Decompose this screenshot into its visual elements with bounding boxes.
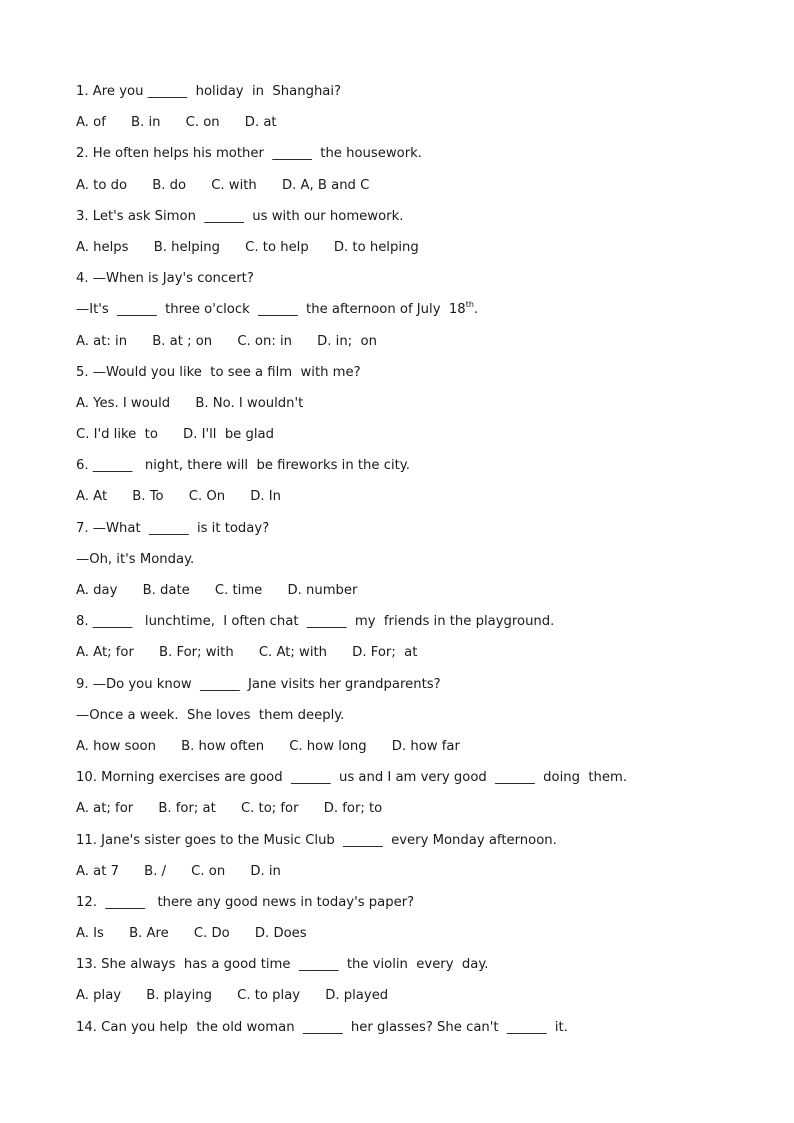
- options-9: A. how soon B. how often C. how long D. how far: [76, 738, 460, 754]
- question-4: 4. —When is Jay's concert?: [76, 271, 254, 287]
- question-7-answer: —Oh, it's Monday.: [76, 551, 195, 567]
- question-list: [76, 81, 776, 1048]
- question-13: 13. She always has a good time ______ the violin every day.: [76, 957, 489, 973]
- question-7: 7. —What ______ is it today?: [76, 520, 270, 536]
- question-8: 8. ______ lunchtime, I often chat ______ my friends in the playground.: [76, 614, 555, 630]
- superscript-th: th: [465, 299, 474, 309]
- question-6: 6. ______ night, there will be fireworks in the city.: [76, 458, 410, 474]
- question-1: 1. Are you ______ holiday in Shanghai?: [76, 84, 342, 99]
- options-4: A. at: in B. at ; on C. on: in D. in; on: [76, 333, 377, 349]
- options-8: A. At; for B. For; with C. At; with D. For; at: [76, 645, 418, 661]
- options-10: A. at; for B. for; at C. to; for D. for; to: [76, 801, 383, 817]
- options-2: A. to do B. do C. with D. A, B and C: [76, 177, 370, 193]
- options-7: A. day B. date C. time D. number: [76, 583, 358, 598]
- options-1: A. of B. in C. on D. at: [76, 115, 277, 131]
- options-12: A. Is B. Are C. Do D. Does: [76, 926, 307, 942]
- options-11: A. at 7 B. / C. on D. in: [76, 863, 281, 879]
- question-11: 11. Jane's sister goes to the Music Club ______ every Monday afternoon.: [76, 832, 557, 848]
- question-5: 5. —Would you like to see a film with me?: [76, 364, 361, 380]
- options-6: A. At B. To C. On D. In: [76, 489, 282, 505]
- question-2: 2. He often helps his mother ______ the housework.: [76, 146, 422, 162]
- question-9-answer: —Once a week. She loves them deeply.: [76, 707, 345, 723]
- question-4-answer: —It's ______ three o'clock ______ the afternoon of July 18th.: [76, 299, 479, 318]
- question-3: 3. Let's ask Simon ______ us with our homework.: [76, 208, 404, 224]
- options-13: A. play B. playing C. to play D. played: [76, 988, 389, 1004]
- question-14: 14. Can you help the old woman ______ her glasses? She can't ______ it.: [76, 1019, 568, 1035]
- options-5a: A. Yes. I would B. No. I wouldn't: [76, 395, 304, 411]
- question-12: 12. ______ there any good news in today's paper?: [76, 894, 415, 910]
- question-9: 9. —Do you know ______ Jane visits her grandparents?: [76, 676, 441, 692]
- options-5b: C. I'd like to D. I'll be glad: [76, 427, 274, 443]
- options-3: A. helps B. helping C. to help D. to helping: [76, 239, 419, 255]
- question-10: 10. Morning exercises are good ______ us and I am very good ______ doing them.: [76, 770, 628, 786]
